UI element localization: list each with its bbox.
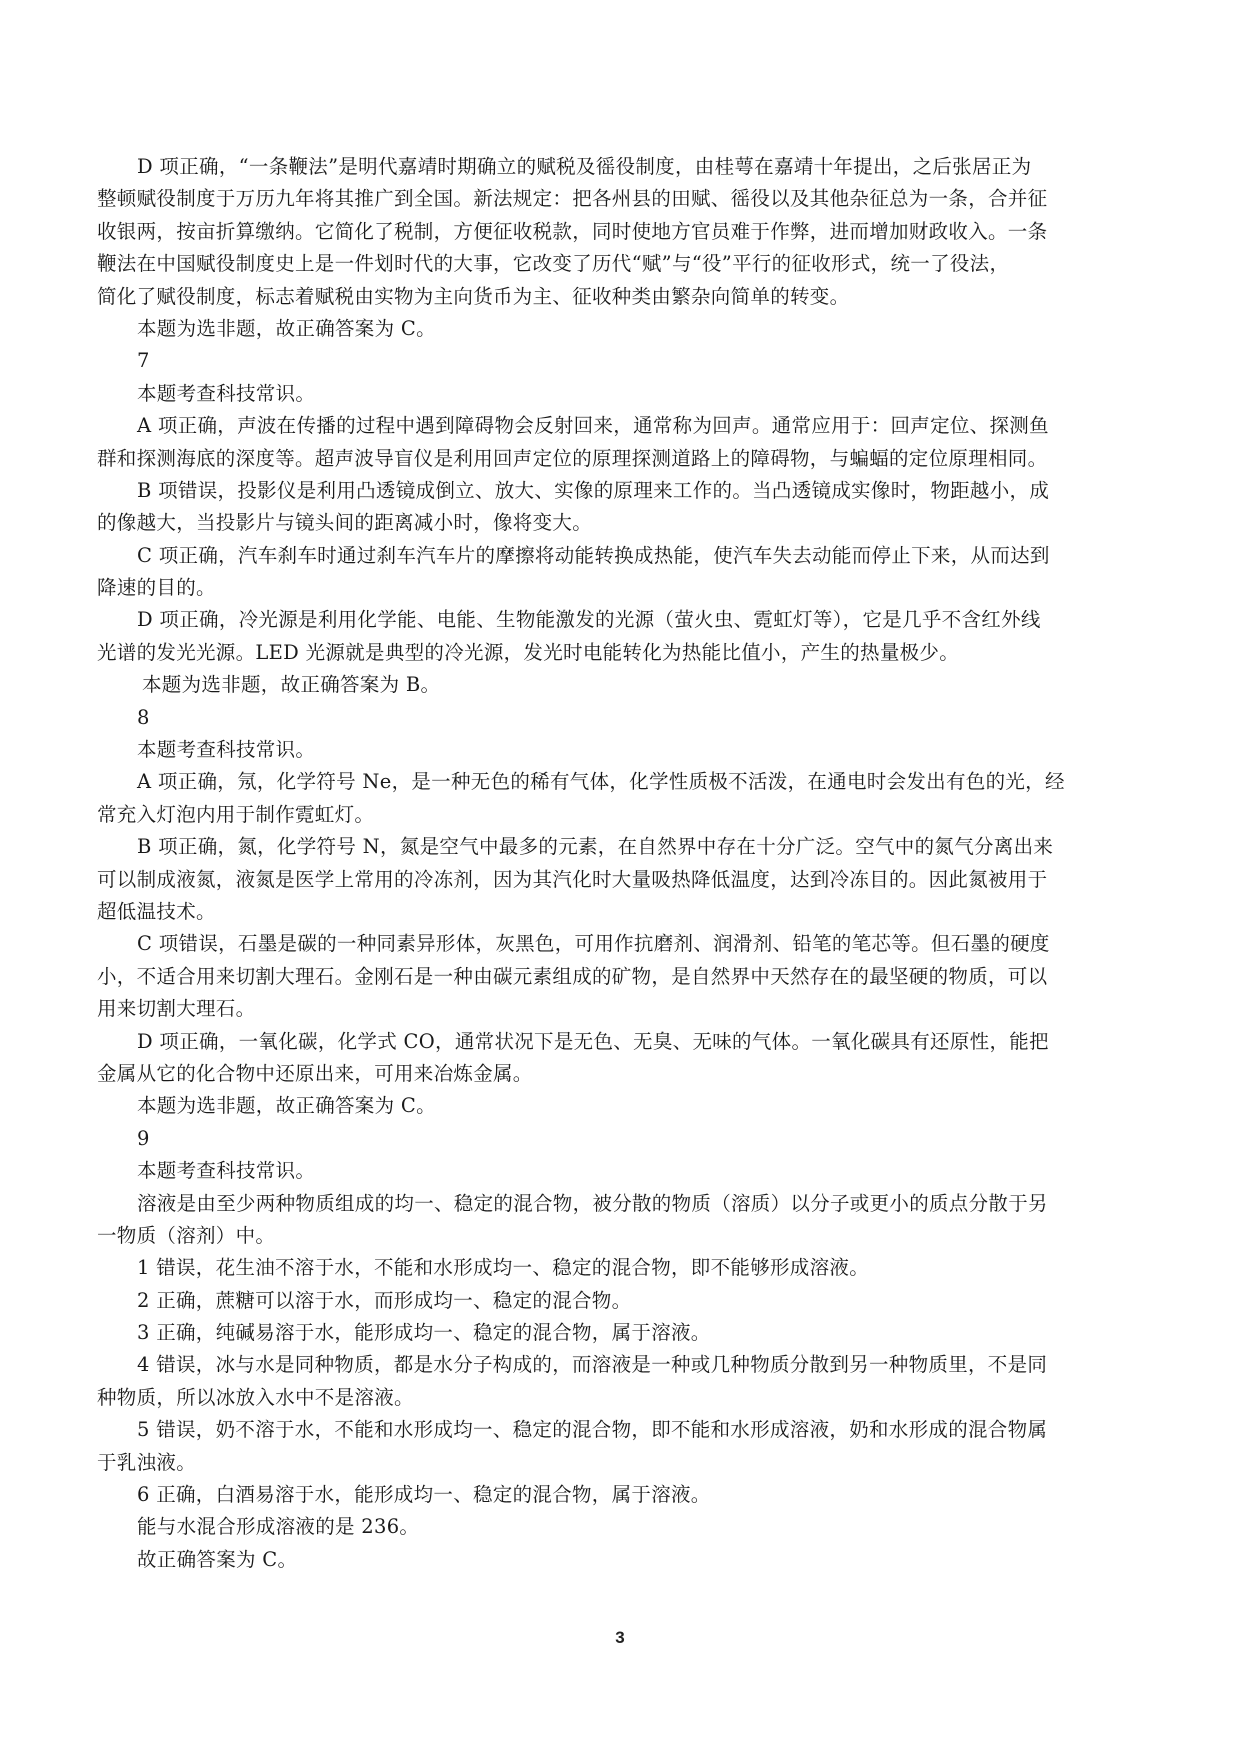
topic-line: 本题考查科技常识。	[137, 1159, 316, 1183]
text-line: C 项错误，石墨是碳的一种同素异形体，灰黑色，可用作抗磨剂、润滑剂、铅笔的笔芯等。但石墨的硬度	[137, 932, 1050, 956]
text-line: 的像越大，当投影片与镜头间的距离减小时，像将变大。	[97, 511, 593, 535]
question-number: 7	[137, 349, 150, 373]
text-line: 群和探测海底的深度等。超声波导盲仪是利用回声定位的原理探测道路上的障碍物，与蝙蝠的定位原理相同。	[97, 446, 1048, 470]
text-line: 用来切割大理石。	[97, 997, 256, 1021]
text-line: 4 错误，冰与水是同种物质，都是水分子构成的，而溶液是一种或几种物质分散到另一种物质里，不是同	[137, 1353, 1048, 1377]
text-line: 小，不适合用来切割大理石。金刚石是一种由碳元素组成的矿物，是自然界中天然存在的最坚硬的物质，可以	[97, 964, 1048, 988]
answer-line: 本题为选非题，故正确答案为 C。	[137, 316, 436, 340]
text-line: 收银两，按亩折算缴纳。它简化了税制，方便征收税款，同时使地方官员难于作弊，进而增加财政收入。一条	[97, 219, 1048, 243]
question-number: 9	[137, 1126, 150, 1150]
answer-line: 本题为选非题，故正确答案为 C。	[137, 1094, 436, 1118]
document-body	[97, 151, 1153, 1576]
text-line: 常充入灯泡内用于制作霓虹灯。	[97, 802, 375, 826]
text-line: 一物质（溶剂）中。	[97, 1223, 276, 1247]
text-line: B 项错误，投影仪是利用凸透镜成倒立、放大、实像的原理来工作的。当凸透镜成实像时，物距越小，成	[137, 478, 1050, 502]
answer-line: 本题为选非题，故正确答案为 B。	[142, 673, 441, 697]
topic-line: 本题考查科技常识。	[137, 381, 316, 405]
text-line: C 项正确，汽车刹车时通过刹车汽车片的摩擦将动能转换成热能，使汽车失去动能而停止下来，从而达到	[137, 543, 1050, 567]
text-line: 溶液是由至少两种物质组成的均一、稳定的混合物，被分散的物质（溶质）以分子或更小的质点分散于另	[137, 1191, 1048, 1215]
text-line: 3 正确，纯碱易溶于水，能形成均一、稳定的混合物，属于溶液。	[137, 1321, 711, 1345]
text-line: 降速的目的。	[97, 576, 216, 600]
page-number: 3	[615, 1628, 625, 1647]
text-line: 1 错误，花生油不溶于水，不能和水形成均一、稳定的混合物，即不能够形成溶液。	[137, 1256, 870, 1280]
text-line: 超低温技术。	[97, 899, 216, 923]
question-number: 8	[137, 705, 150, 729]
text-line: 光谱的发光光源。LED 光源就是典型的冷光源，发光时电能转化为热能比值小，产生的热量极少。	[97, 640, 960, 664]
text-line: D 项正确，“一条鞭法”是明代嘉靖时期确立的赋税及徭役制度，由桂萼在嘉靖十年提出，之后张居正为	[137, 155, 1032, 178]
text-line: A 项正确，氖，化学符号 Ne，是一种无色的稀有气体，化学性质极不活泼，在通电时会发出有色的光，经	[137, 770, 1065, 794]
text-line: 金属从它的化合物中还原出来，可用来冶炼金属。	[97, 1061, 533, 1085]
text-line: 种物质，所以冰放入水中不是溶液。	[97, 1385, 414, 1409]
text-line: 简化了赋役制度，标志着赋税由实物为主向货币为主、征收种类由繁杂向简单的转变。	[97, 284, 850, 308]
text-line: D 项正确，冷光源是利用化学能、电能、生物能激发的光源（萤火虫、霓虹灯等），它是几乎不含红外线	[137, 608, 1041, 632]
text-line: 整顿赋役制度于万历九年将其推广到全国。新法规定：把各州县的田赋、徭役以及其他杂征总为一条，合并征	[97, 187, 1048, 211]
text-line: D 项正确，一氧化碳，化学式 CO，通常状况下是无色、无臭、无味的气体。一氧化碳具有还原性，能把	[137, 1029, 1049, 1053]
text-line: A 项正确，声波在传播的过程中遇到障碍物会反射回来，通常称为回声。通常应用于：回声定位、探测鱼	[137, 414, 1049, 438]
text-line: 于乳浊液。	[97, 1450, 197, 1474]
text-line: B 项正确，氮，化学符号 N，氮是空气中最多的元素，在自然界中存在十分广泛。空气中的氮气分离出来	[137, 835, 1054, 859]
text-line: 能与水混合形成溶液的是 236。	[137, 1515, 420, 1539]
text-line: 6 正确，白酒易溶于水，能形成均一、稳定的混合物，属于溶液。	[137, 1483, 711, 1507]
text-line: 可以制成液氮，液氮是医学上常用的冷冻剂，因为其汽化时大量吸热降低温度，达到冷冻目的。因此氮被用于	[97, 867, 1048, 891]
text-line: 5 错误，奶不溶于水，不能和水形成均一、稳定的混合物，即不能和水形成溶液，奶和水形成的混合物属	[137, 1418, 1048, 1442]
topic-line: 本题考查科技常识。	[137, 738, 316, 762]
answer-line: 故正确答案为 C。	[137, 1547, 298, 1571]
text-line: 2 正确，蔗糖可以溶于水，而形成均一、稳定的混合物。	[137, 1288, 632, 1312]
text-line: 鞭法在中国赋役制度史上是一件划时代的大事，它改变了历代“赋”与“役”平行的征收形式，统一了役法，	[97, 252, 1010, 276]
